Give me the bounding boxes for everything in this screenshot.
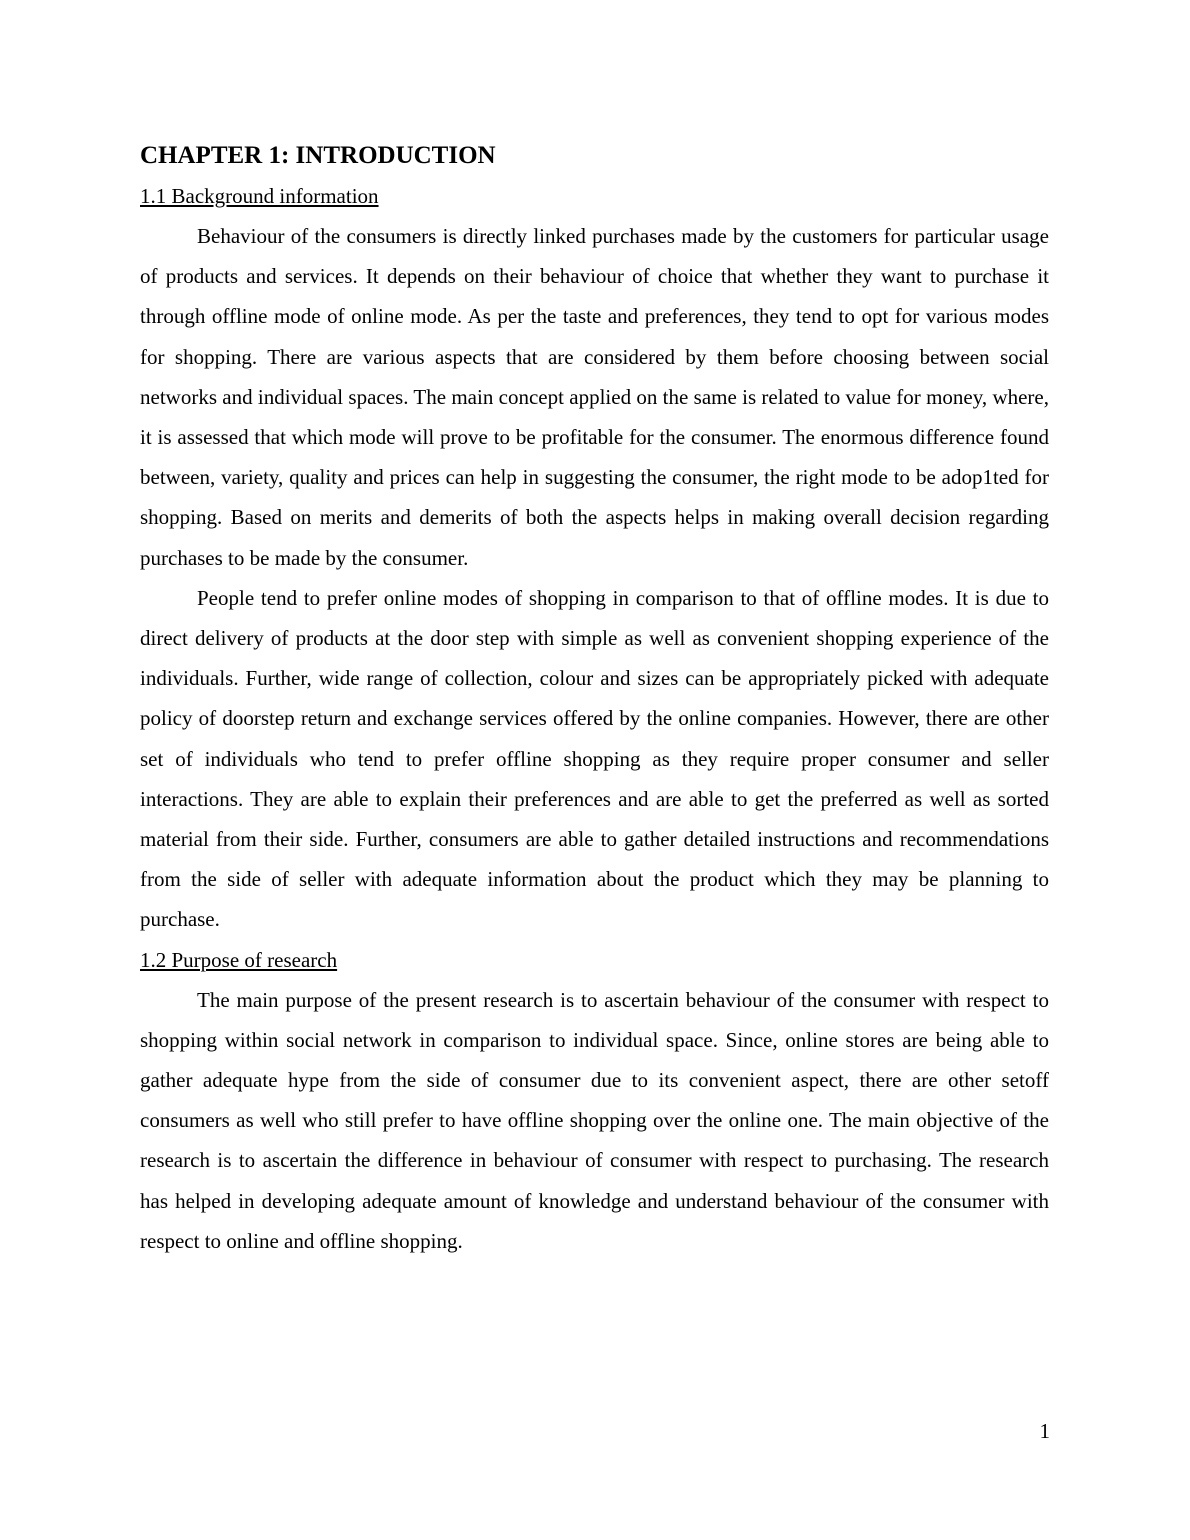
- paragraph-background-1: Behaviour of the consumers is directly linked purchases made by the customers for particular usage of products and services. It depends on their behaviour of choice that whether they want to purchase it through offline mode of online mode. As per the taste and preferences, they tend to opt for various modes for shopping. There are various aspects that are considered by them before choosing between social networks and individual spaces. The main concept applied on the same is related to value for money, where, it is assessed that which mode will prove to be profitable for the consumer. The enormous difference found between, variety, quality and prices can help in suggesting the consumer, the right mode to be adop1ted for shopping. Based on merits and demerits of both the aspects helps in making overall decision regarding purchases to be made by the consumer.: [140, 224, 1049, 570]
- page-content: [140, 136, 1049, 1261]
- page-number: 1: [1039, 1419, 1050, 1443]
- paragraph-purpose-1: The main purpose of the present research is to ascertain behaviour of the consumer with respect to shopping within social network in comparison to individual space. Since, online stores are being able to gather adequate hype from the side of consumer due to its convenient aspect, there are other setoff consumers as well who still prefer to have offline shopping over the online one. The main objective of the research is to ascertain the difference in behaviour of consumer with respect to purchasing. The research has helped in developing adequate amount of knowledge and understand behaviour of the consumer with respect to online and offline shopping.: [140, 987, 1049, 1253]
- paragraph-background-2: People tend to prefer online modes of shopping in comparison to that of offline modes. It is due to direct delivery of products at the door step with simple as well as convenient shopping experience of the individuals. Further, wide range of collection, colour and sizes can be appropriately picked with adequate policy of doorstep return and exchange services offered by the online companies. However, there are other set of individuals who tend to prefer offline shopping as they require proper consumer and seller interactions. They are able to explain their preferences and are able to get the preferred as well as sorted material from their side. Further, consumers are able to gather detailed instructions and recommendations from the side of seller with adequate information about the product which they may be planning to purchase.: [140, 585, 1049, 932]
- chapter-title: CHAPTER 1: INTRODUCTION: [140, 142, 496, 169]
- section-heading-background: 1.1 Background information: [140, 184, 379, 208]
- section-heading-purpose: 1.2 Purpose of research: [140, 947, 338, 972]
